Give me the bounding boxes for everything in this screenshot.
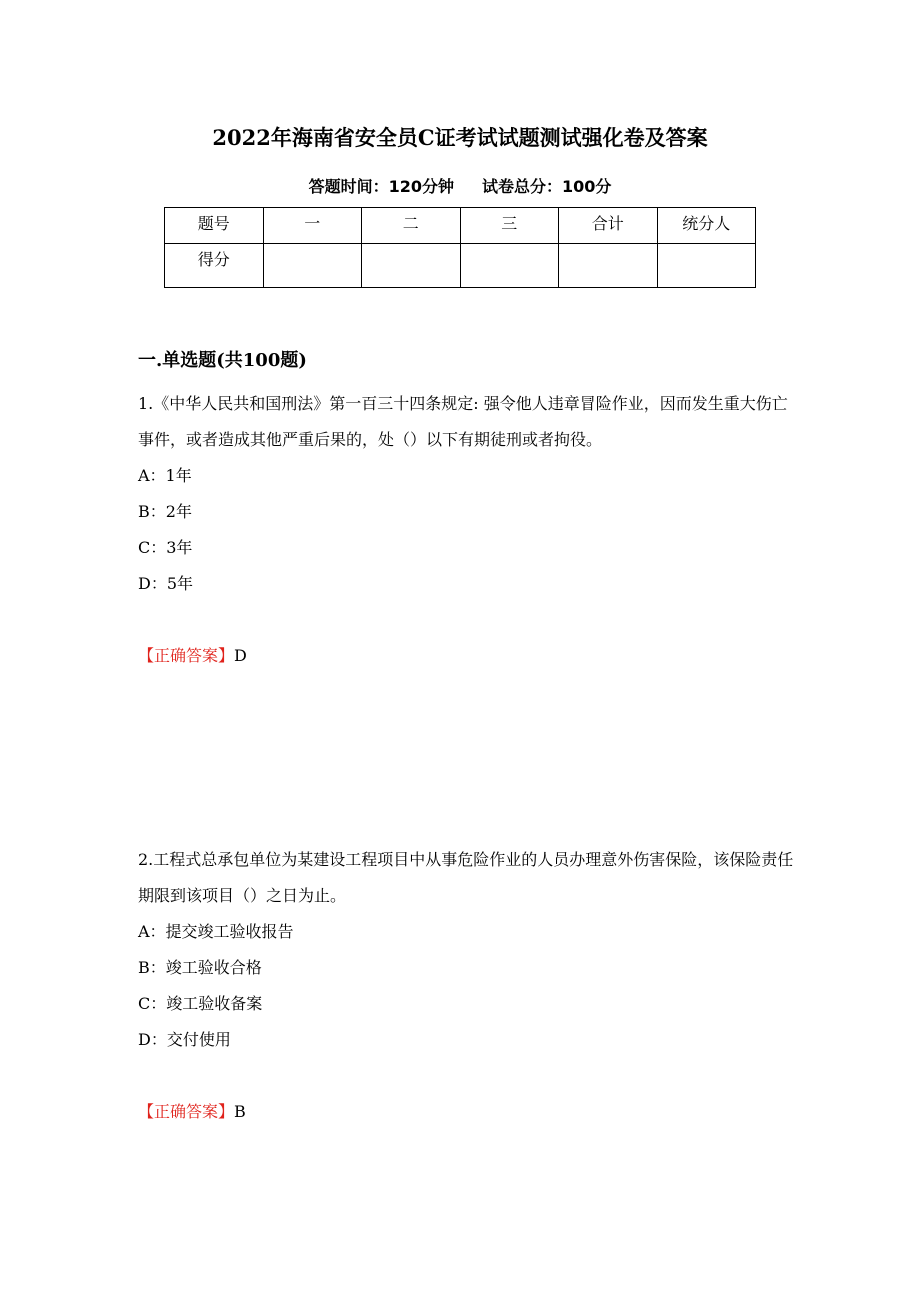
score-cell [362, 244, 461, 288]
section-title: 一.单选题(共100题) [138, 350, 307, 371]
header-cell-1: 一 [263, 208, 362, 244]
question-1-option-b: B：2年 [138, 502, 192, 521]
score-cell [559, 244, 658, 288]
question-1-option-c: C：3年 [138, 538, 193, 557]
score-row-label: 得分 [165, 244, 264, 288]
header-cell-3: 三 [460, 208, 559, 244]
question-1-stem: 1.《中华人民共和国刑法》第一百三十四条规定: 强令他人违章冒险作业，因而发生重大伤亡事件，或者造成其他严重后果的，处（）以下有期徒刑或者拘役。 [138, 394, 788, 449]
question-2-answer [138, 1094, 246, 1130]
score-table [164, 207, 756, 288]
answer-tag: 【正确答案】 [138, 1102, 235, 1121]
time-label: 答题时间：120分钟 [308, 177, 454, 196]
document-title: 2022年海南省安全员C证考试试题测试强化卷及答案 [212, 125, 708, 150]
question-2-option-c: C：竣工验收备案 [138, 994, 263, 1013]
question-2-stem: 2.工程式总承包单位为某建设工程项目中从事危险作业的人员办理意外伤害保险，该保险责任期限到该项目（）之日为止。 [138, 850, 794, 905]
question-2-option-b: B：竣工验收合格 [138, 958, 262, 977]
header-cell-number: 题号 [165, 208, 264, 244]
header-cell-total: 合计 [559, 208, 658, 244]
header-cell-scorer: 统分人 [657, 208, 756, 244]
question-1-answer [138, 638, 247, 674]
question-2-option-a: A：提交竣工验收报告 [138, 922, 294, 941]
answer-value: B [234, 1102, 246, 1121]
total-score-label: 试卷总分：100分 [482, 177, 612, 196]
score-table-score-row [165, 244, 756, 288]
score-cell [263, 244, 362, 288]
answer-tag: 【正确答案】 [138, 646, 235, 665]
question-1-option-d: D：5年 [138, 574, 194, 593]
answer-value: D [234, 646, 247, 665]
question-2-option-d: D：交付使用 [138, 1030, 231, 1049]
score-cell [460, 244, 559, 288]
header-cell-2: 二 [362, 208, 461, 244]
question-1-option-a: A：1年 [138, 466, 192, 485]
exam-meta [0, 174, 920, 197]
score-cell [657, 244, 756, 288]
score-table-header-row [165, 208, 756, 244]
